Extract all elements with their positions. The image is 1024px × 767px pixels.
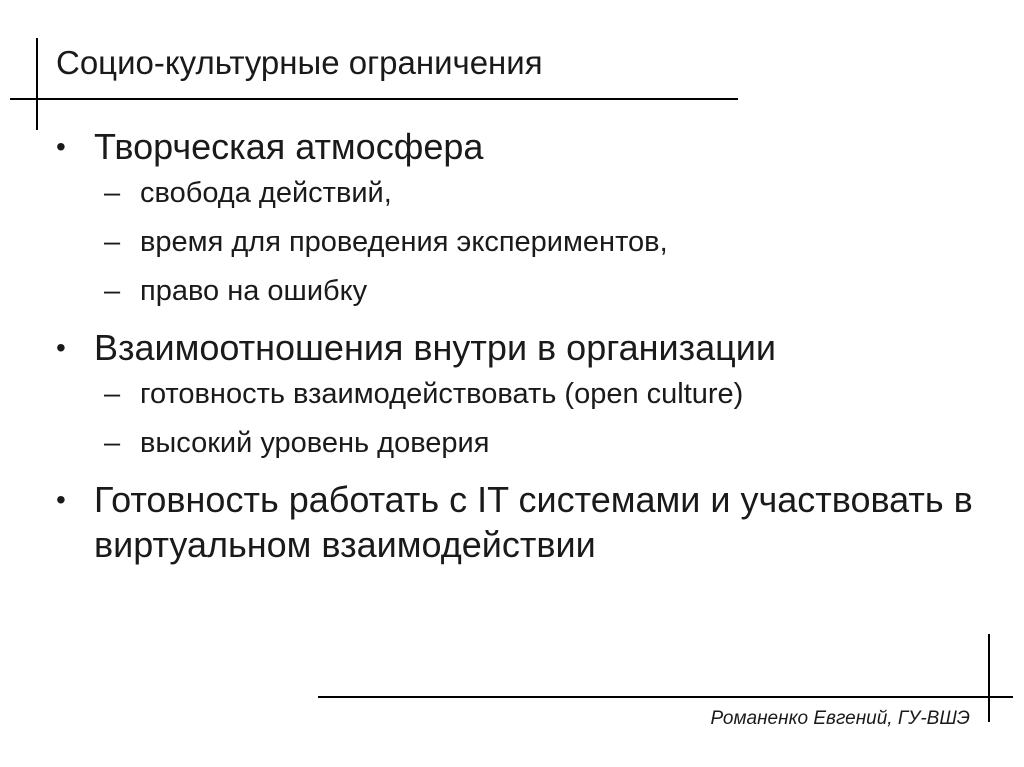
sub-item-text: готовность взаимодействовать (open culture) bbox=[140, 378, 744, 410]
sub-item bbox=[50, 370, 980, 419]
sub-item-text: высокий уровень доверия bbox=[140, 427, 490, 459]
footer-author: Романенко Евгений, ГУ-ВШЭ bbox=[710, 708, 970, 729]
sub-item-marker: – bbox=[104, 378, 121, 410]
sub-item-text: свобода действий, bbox=[140, 177, 392, 209]
bullet-marker: • bbox=[56, 332, 66, 363]
sub-item-marker: – bbox=[104, 226, 121, 258]
sub-item bbox=[50, 169, 980, 218]
sub-item-text: право на ошибку bbox=[140, 275, 368, 307]
bullet-list bbox=[50, 124, 980, 567]
sub-item bbox=[50, 419, 980, 468]
bullet-text: Творческая атмосфера bbox=[94, 126, 484, 167]
bullet-marker: • bbox=[56, 484, 66, 515]
bullet-item bbox=[50, 477, 980, 567]
footer-crosshair-vertical-line bbox=[988, 634, 990, 722]
title-crosshair-vertical-line bbox=[36, 38, 38, 130]
sub-item-marker: – bbox=[104, 275, 121, 307]
bullet-marker: • bbox=[56, 131, 66, 162]
title-underline bbox=[10, 98, 738, 100]
sub-item-marker: – bbox=[104, 177, 121, 209]
bullet-text: Готовность работать с IT системами и участвовать в виртуальном взаимодействии bbox=[94, 479, 973, 565]
footer-line bbox=[318, 696, 1013, 698]
sub-item bbox=[50, 218, 980, 267]
bullet-text: Взаимоотношения внутри в организации bbox=[94, 327, 776, 368]
sub-item-marker: – bbox=[104, 427, 121, 459]
bullet-item bbox=[50, 124, 980, 169]
slide-title: Социо-культурные ограничения bbox=[56, 44, 543, 81]
sub-item bbox=[50, 267, 980, 316]
bullet-item bbox=[50, 325, 980, 370]
sub-item-text: время для проведения экспериментов, bbox=[140, 226, 668, 258]
